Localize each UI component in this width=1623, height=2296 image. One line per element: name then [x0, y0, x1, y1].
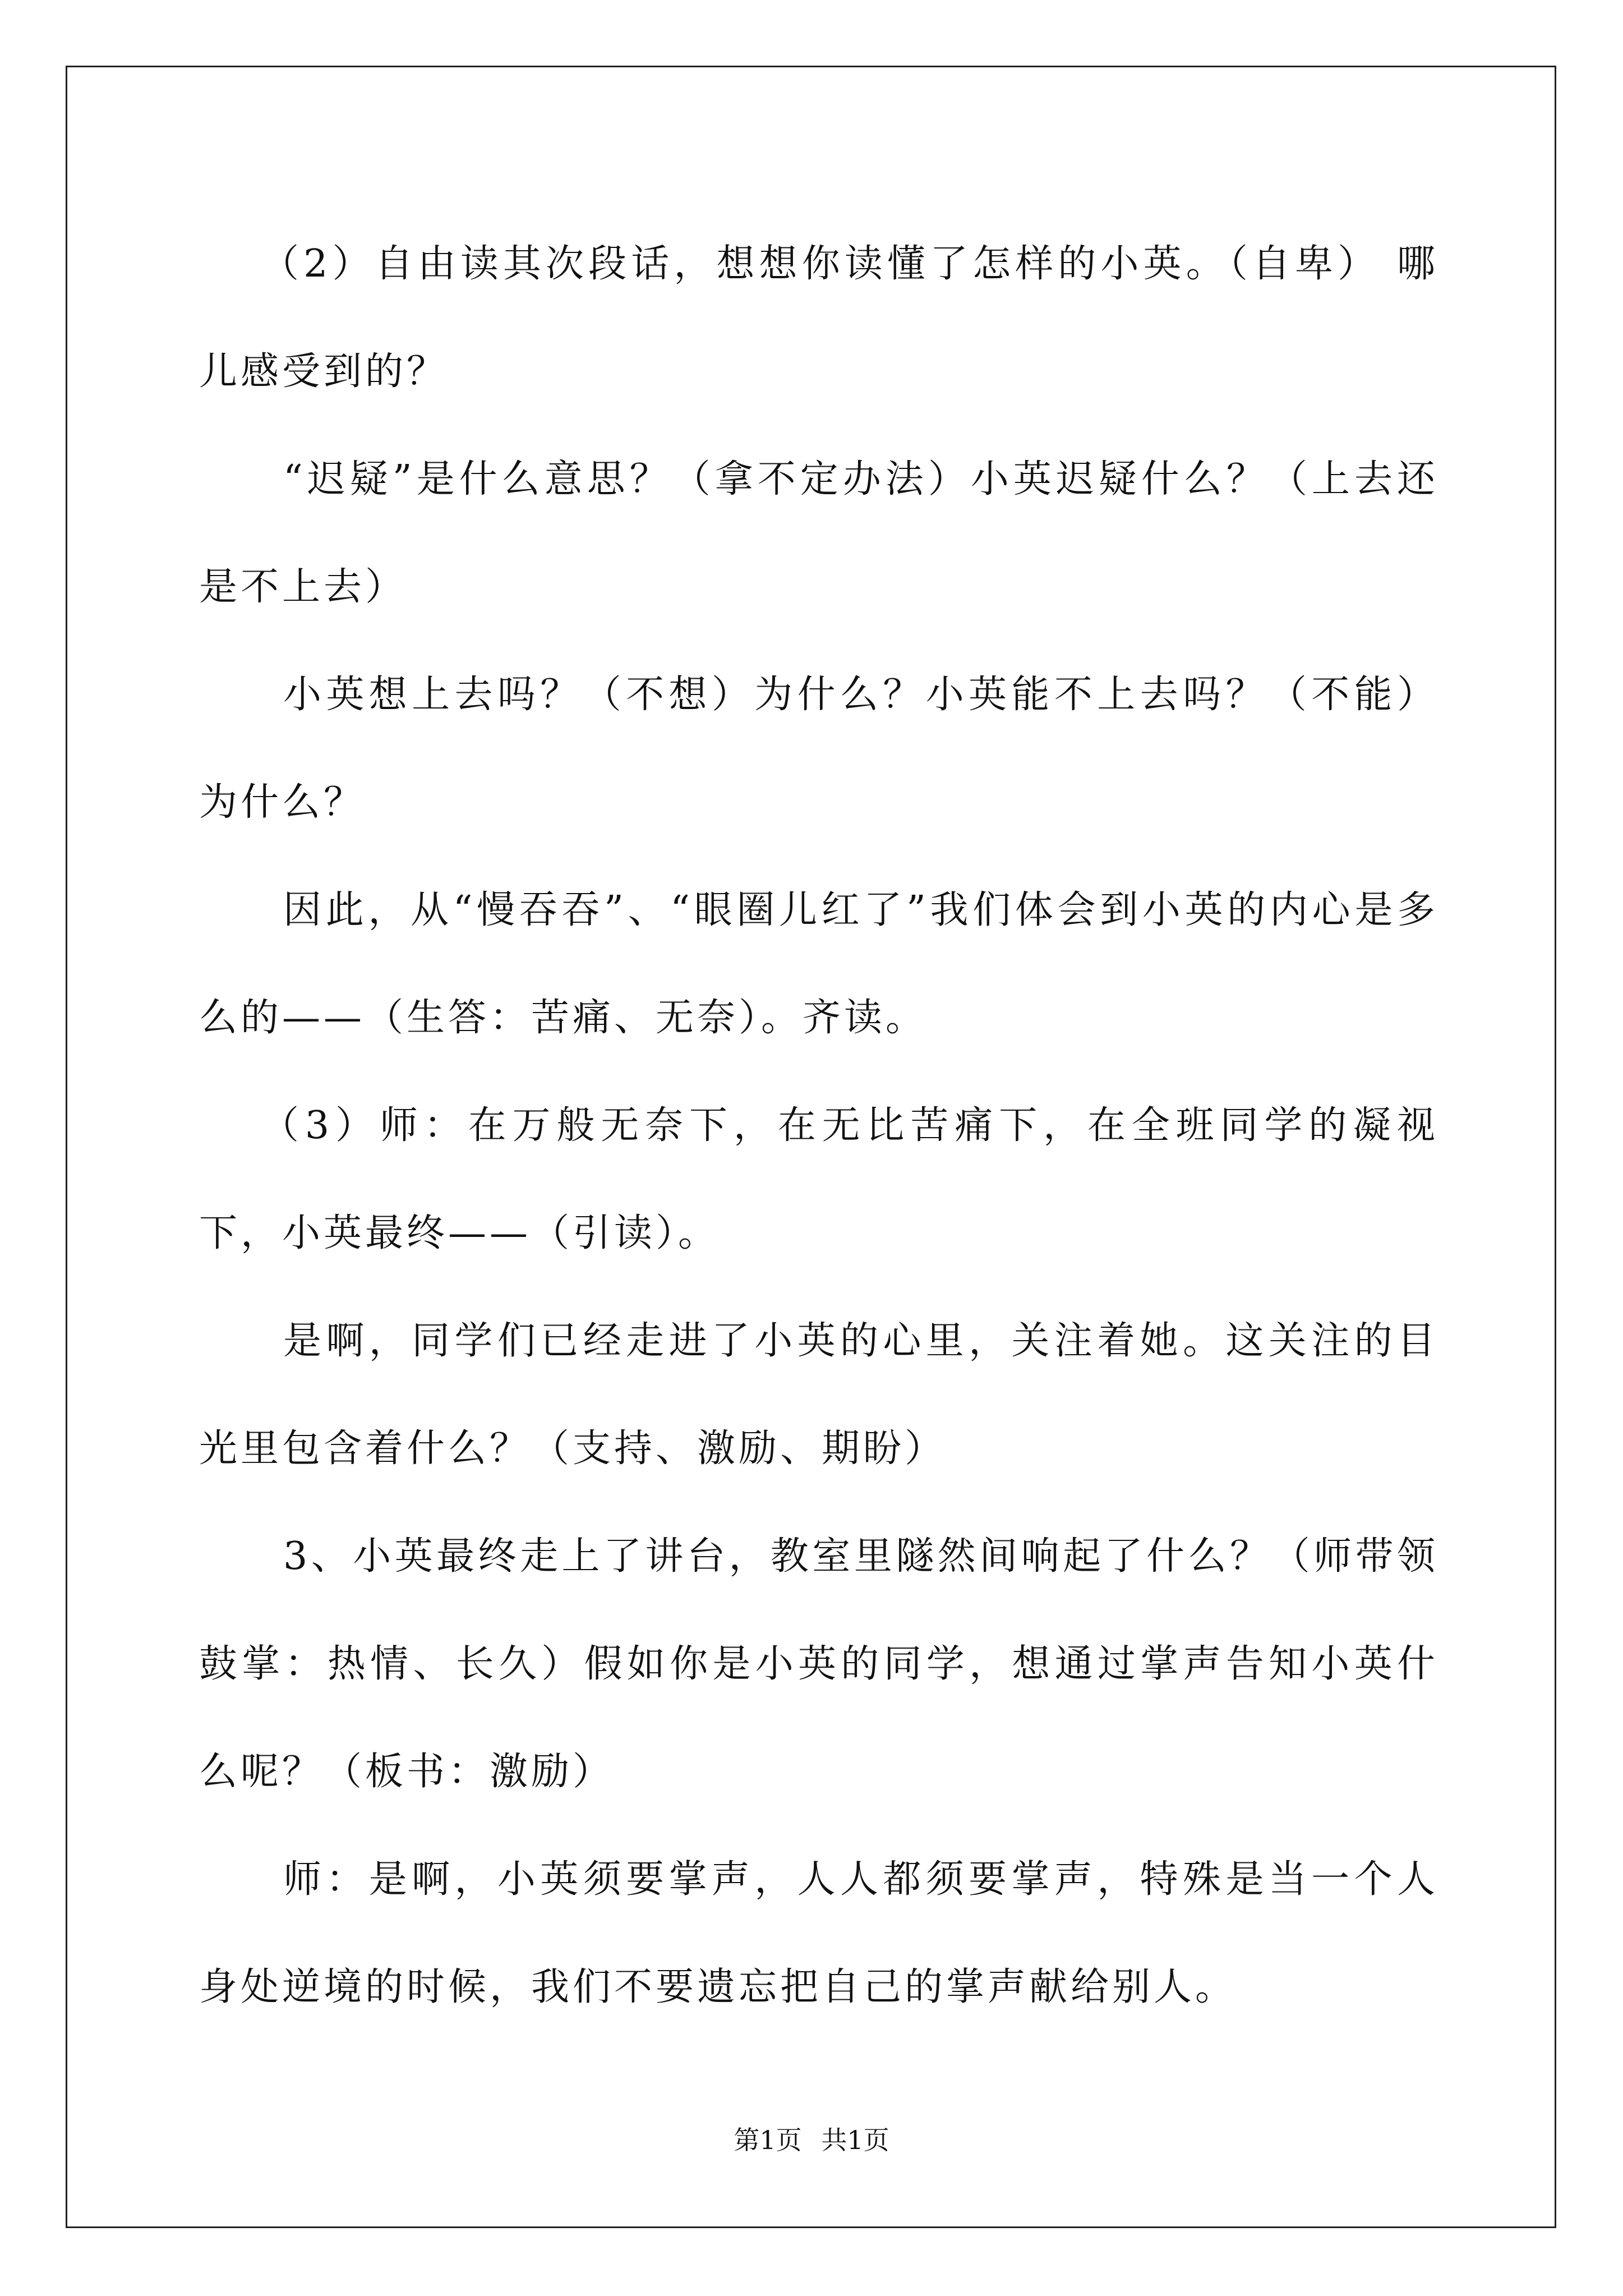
paragraph-3: 小英想上去吗？（不想）为什么？小英能不上去吗？（不能）为什么？ — [199, 673, 1438, 825]
page-number-total: 共1页 — [821, 2125, 889, 2155]
paragraph-4: 因此，从“慢吞吞”、“眼圈儿红了”我们体会到小英的内心是多么的——（生答：苦痛、无奈）。齐读。 — [199, 888, 1438, 1040]
paragraph-6: 是啊，同学们已经走进了小英的心里，关注着她。这关注的目光里包含着什么？（支持、激励、期盼） — [199, 1319, 1438, 1471]
paragraph-5: （3）师：在万般无奈下，在无比苦痛下，在全班同学的凝视下，小英最终——（引读）。 — [199, 1103, 1438, 1255]
paragraph-1: （2）自由读其次段话，想想你读懂了怎样的小英。（自卑） 哪儿感受到的？ — [199, 242, 1438, 394]
document-body — [199, 210, 1438, 2041]
page-footer — [0, 2123, 1623, 2157]
page-number-current: 第1页 — [734, 2125, 802, 2155]
paragraph-2: “迟疑”是什么意思？（拿不定办法）小英迟疑什么？（上去还是不上去） — [199, 457, 1438, 609]
paragraph-7: 3、小英最终走上了讲台，教室里隧然间响起了什么？（师带领鼓掌：热情、长久）假如你是小英的同学，想通过掌声告知小英什么呢？（板书：激励） — [199, 1534, 1438, 1794]
paragraph-8: 师：是啊，小英须要掌声，人人都须要掌声，特殊是当一个人身处逆境的时候，我们不要遗忘把自己的掌声献给别人。 — [199, 1857, 1438, 2009]
